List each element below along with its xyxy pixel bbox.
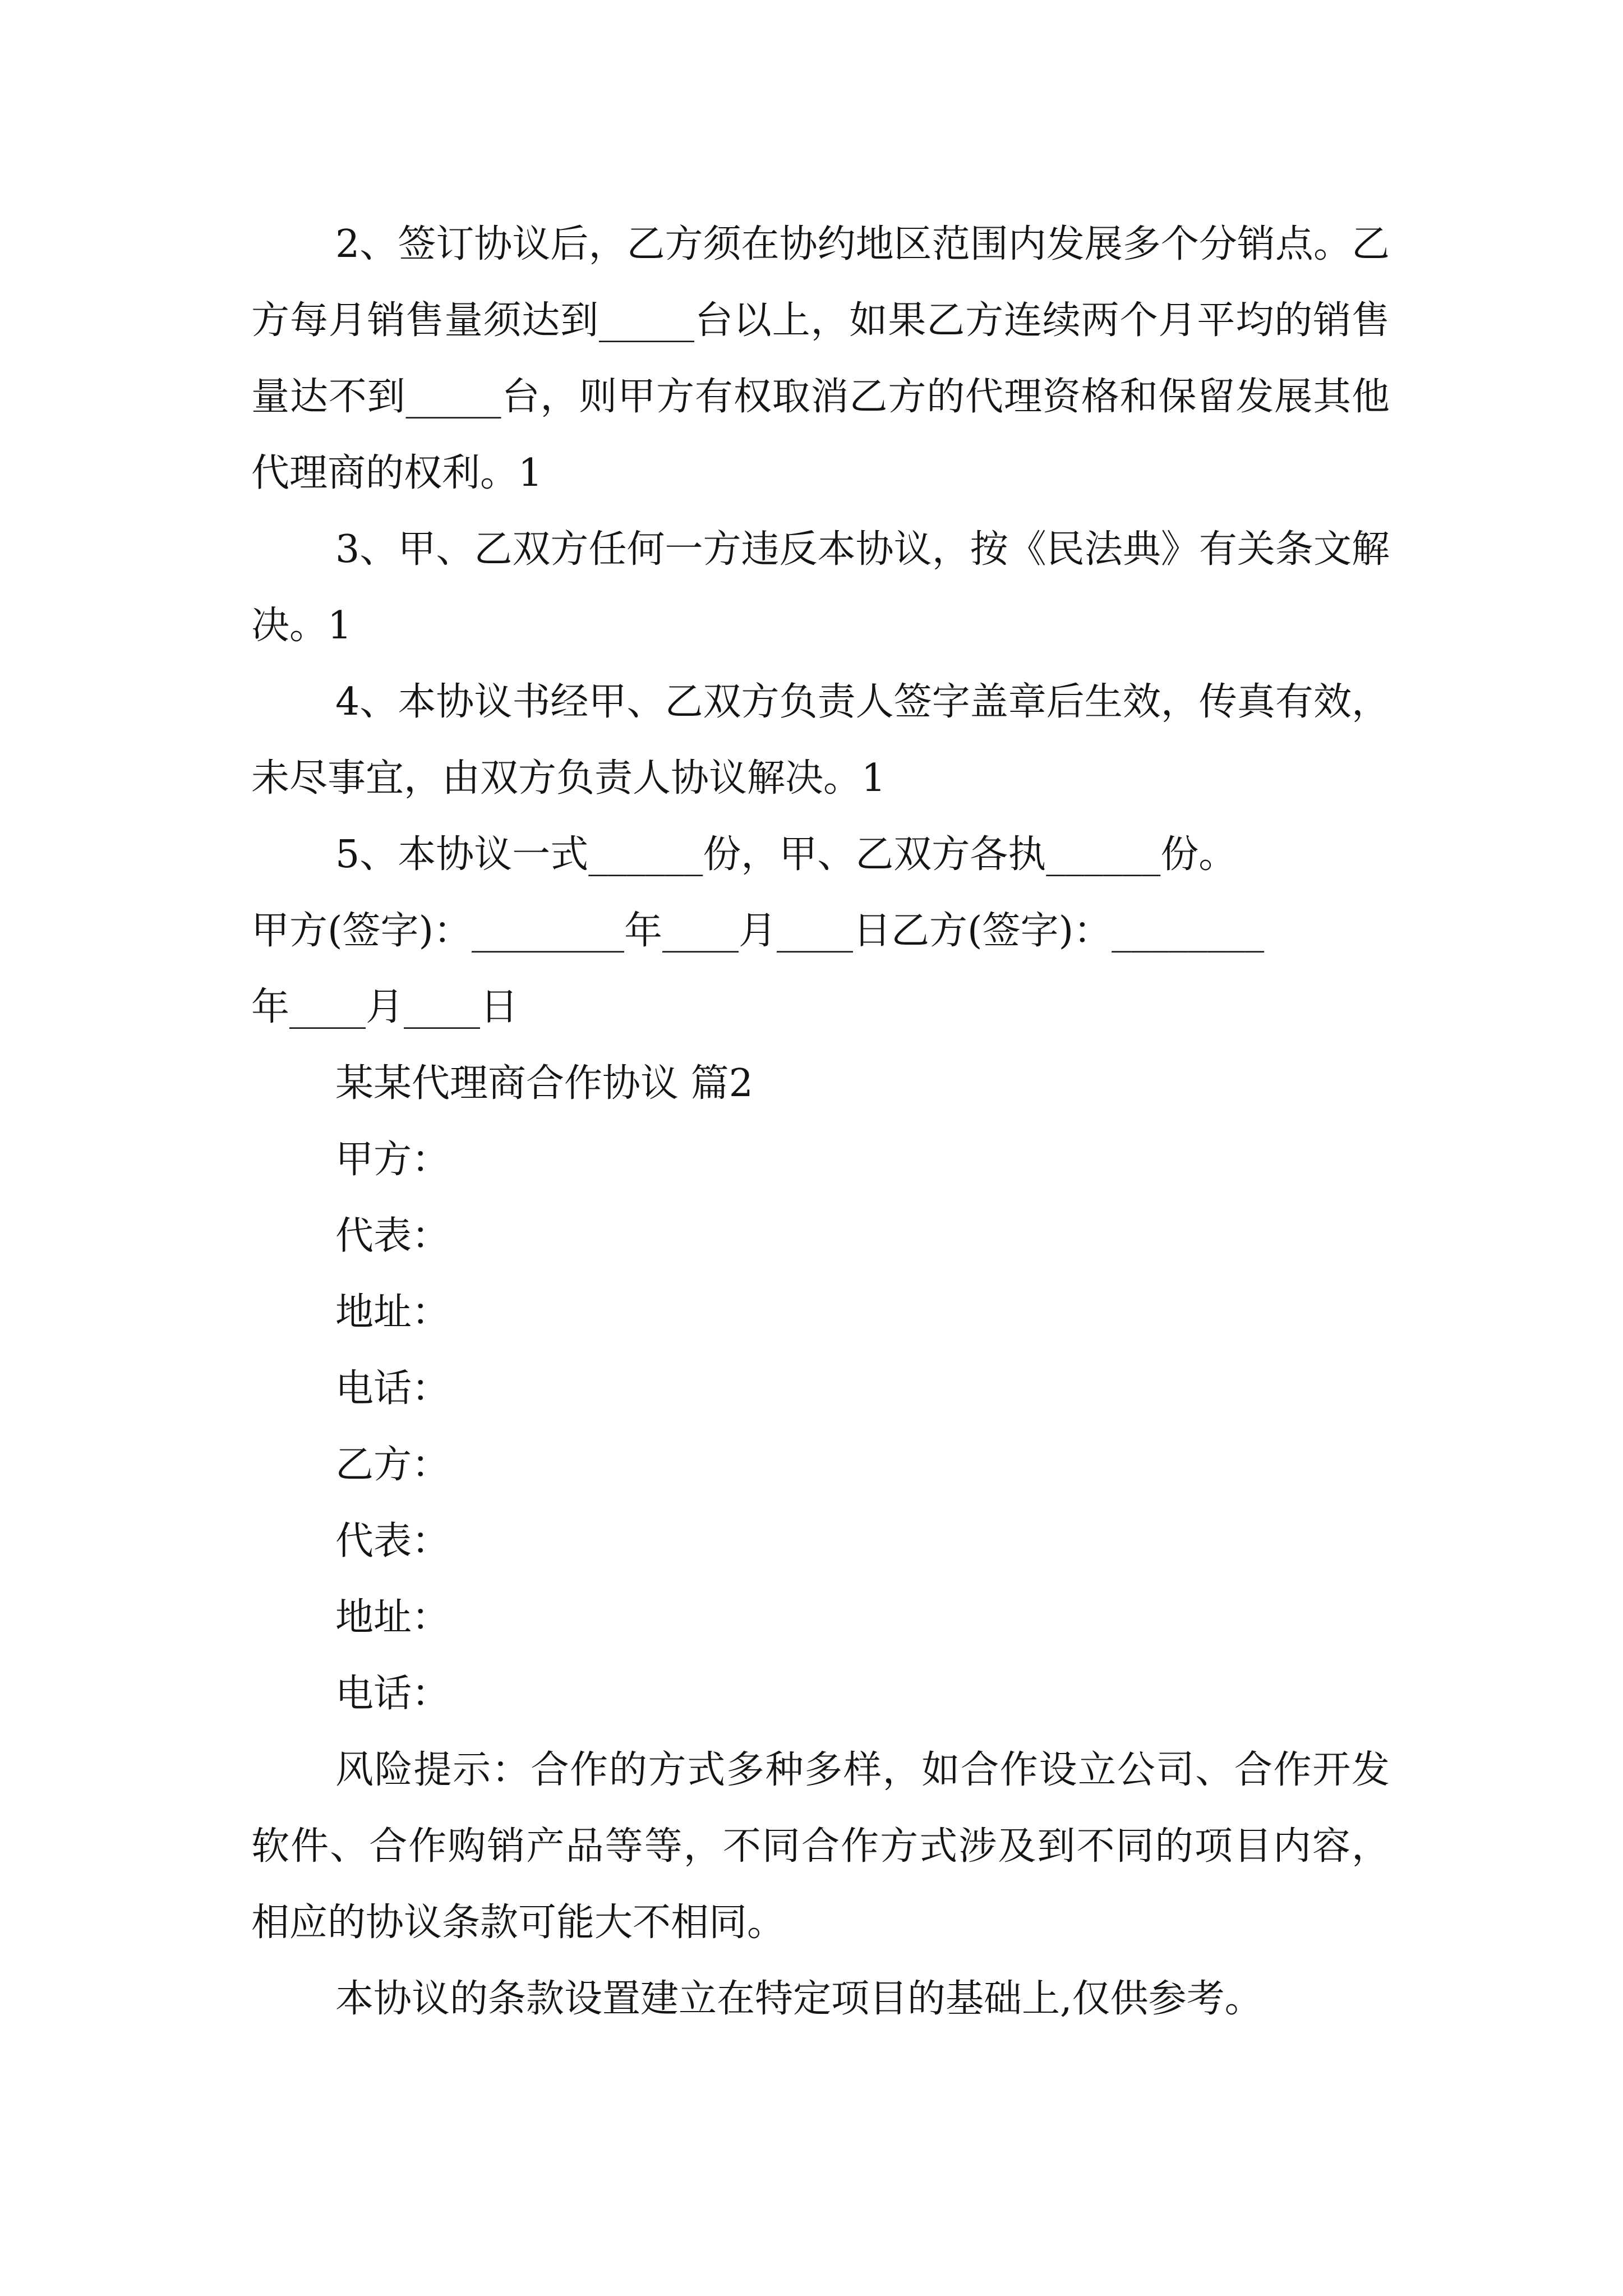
party-b-representative-label: 代表： <box>335 1519 450 1563</box>
party-b-phone-label: 电话： <box>335 1672 450 1716</box>
party-b-label: 乙方： <box>335 1443 450 1487</box>
party-a-representative-label: 代表： <box>335 1214 450 1258</box>
party-a-phone-label: 电话： <box>335 1366 450 1411</box>
signature-line-1: 甲方(签字)：________年____月____日乙方(签字)：________ <box>251 909 1265 953</box>
clause-5-paragraph: 5、本协议一式______份，甲、乙双方各执______份。 <box>335 832 1237 877</box>
clause-2-paragraph: 2、签订协议后，乙方须在协约地区范围内发展多个分销点。乙方每月销售量须达到_____台以上，如果乙方连续两个月平均的销售量达不到_____台，则甲方有权取消乙方的代理资格和保留发展其他代理商的权利。1 <box>251 222 1390 495</box>
party-a-label: 甲方： <box>335 1138 450 1182</box>
party-b-address-label: 地址： <box>335 1595 450 1640</box>
closing-note-paragraph: 本协议的条款设置建立在特定项目的基础上,仅供参考。 <box>335 1977 1263 2021</box>
risk-notice-paragraph: 风险提示：合作的方式多种多样，如合作设立公司、合作开发软件、合作购销产品等等，不同合作方式涉及到不同的项目内容，相应的协议条款可能大不相同。 <box>251 1748 1390 1945</box>
section-title: 某某代理商合作协议 篇2 <box>335 1061 753 1106</box>
document-page <box>251 206 1390 2037</box>
signature-line-2: 年____月____日 <box>251 985 519 1029</box>
party-a-address-label: 地址： <box>335 1290 450 1335</box>
clause-3-paragraph: 3、甲、乙双方任何一方违反本协议，按《民法典》有关条文解决。1 <box>251 527 1390 648</box>
clause-4-paragraph: 4、本协议书经甲、乙双方负责人签字盖章后生效，传真有效，未尽事宜，由双方负责人协议解决。1 <box>251 680 1390 800</box>
